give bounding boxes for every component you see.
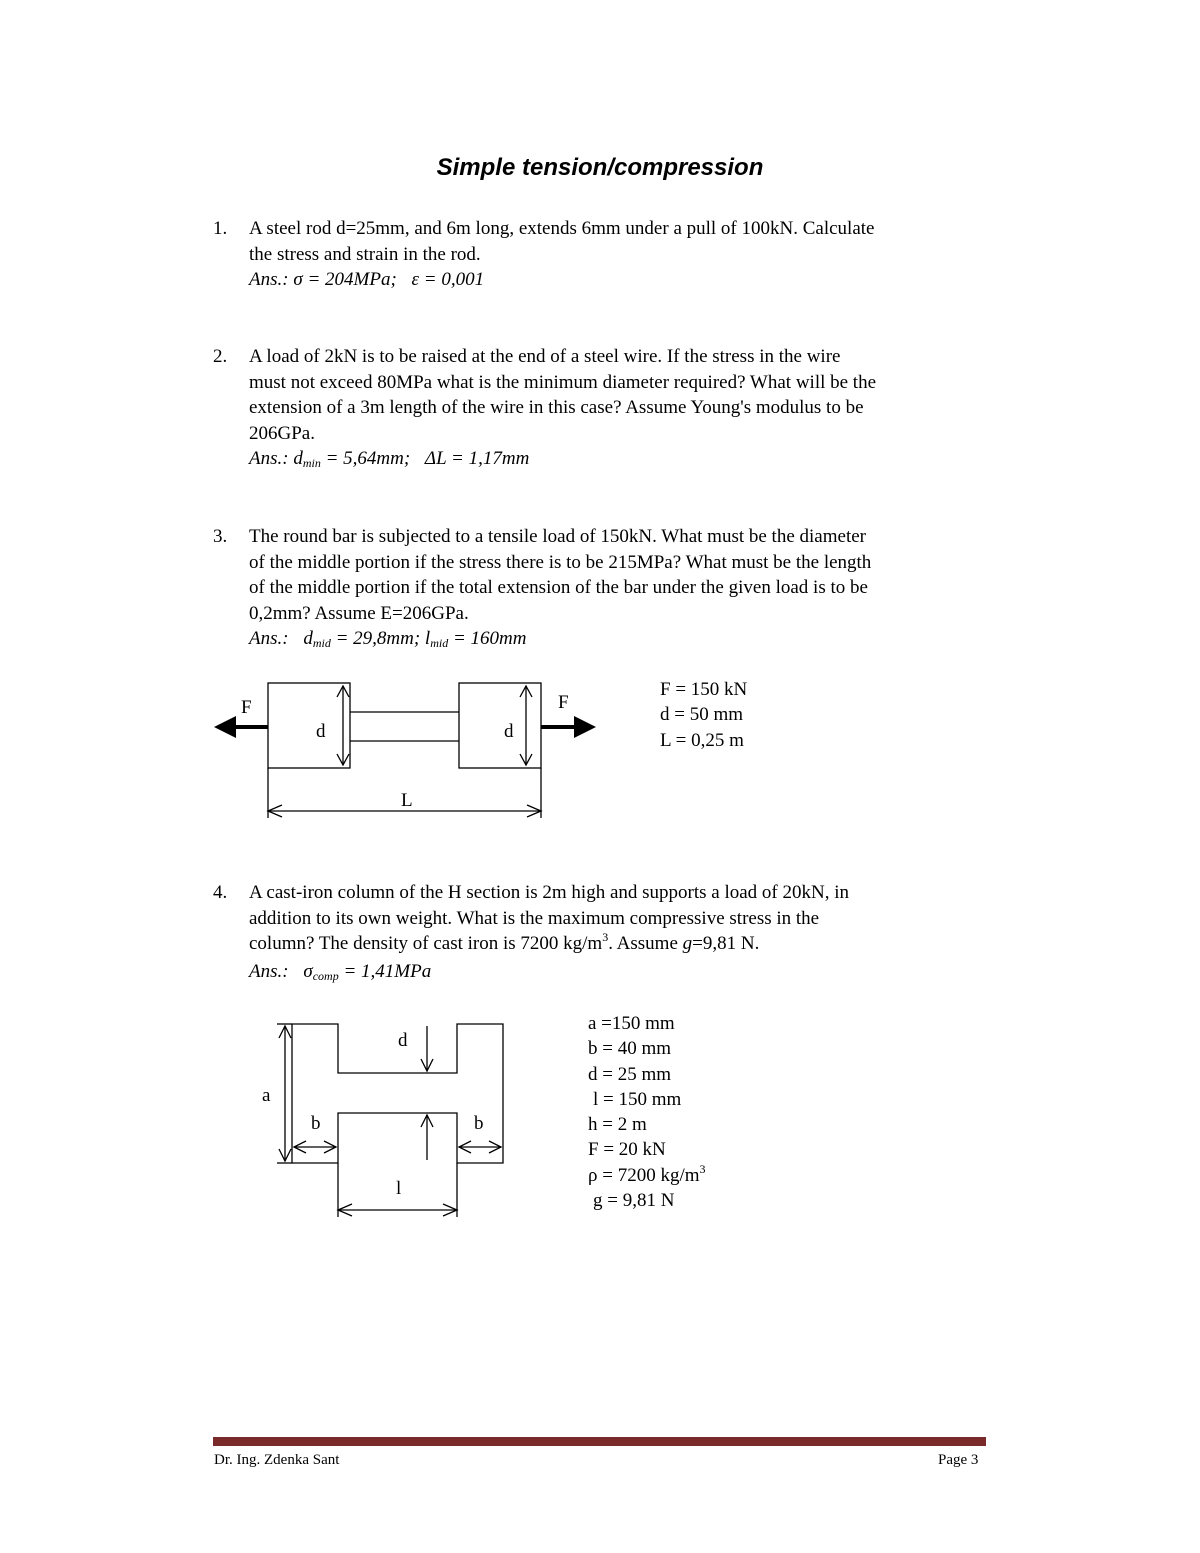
given-row: F = 20 kN xyxy=(588,1139,666,1161)
given-row: d = 50 mm xyxy=(660,704,744,726)
given-row: h = 2 m xyxy=(588,1114,647,1136)
given-row: a =150 mm xyxy=(588,1013,675,1034)
l-value: = 160mm xyxy=(452,628,527,649)
sigma-subscript: comp xyxy=(312,968,339,983)
d-symbol: d xyxy=(293,448,303,469)
problem-text-line: 0,2mm? Assume E=206GPa. xyxy=(249,602,469,624)
force-label-left: F xyxy=(241,697,252,718)
problem-text-line: A steel rod d=25mm, and 6m long, extends 6mm under a pull of 100kN. Calculate xyxy=(249,218,875,239)
delta-l-symbol: ΔL xyxy=(424,448,447,469)
given-row: L = 0,25 m xyxy=(660,729,744,751)
epsilon-value: = 0,001 xyxy=(423,269,485,290)
force-label-right: F xyxy=(558,692,569,713)
density-given: ρ = 7200 kg/m xyxy=(588,1164,700,1186)
dimension-label-d: d xyxy=(398,1030,408,1051)
sigma-symbol: σ xyxy=(293,269,303,290)
problem-number: 3. xyxy=(213,526,228,547)
dimension-label-l: l xyxy=(396,1178,402,1199)
diameter-label-right: d xyxy=(504,721,514,742)
answer-prefix: Ans.: xyxy=(249,448,289,469)
sigma-value: = 1,41MPa xyxy=(343,960,432,982)
problem-text-line: of the middle portion if the stress there is to be 215MPa? What must be the length xyxy=(249,551,872,573)
answer-prefix: Ans.: xyxy=(249,269,289,290)
sigma-value: = 204MPa; xyxy=(307,269,397,290)
d-value: = 29,8mm; xyxy=(335,628,421,649)
given-row: b = 40 mm xyxy=(588,1038,672,1060)
answer-prefix: Ans.: xyxy=(249,628,289,649)
cube-superscript: 3 xyxy=(699,1161,706,1176)
cube-superscript: 3 xyxy=(602,930,609,944)
dimension-label-b-right: b xyxy=(474,1113,484,1134)
problem-text-line: A load of 2kN is to be raised at the end of a steel wire. If the stress in the wire xyxy=(249,346,841,367)
given-row: d = 25 mm xyxy=(588,1063,672,1085)
footer-page-number: Page 3 xyxy=(938,1452,979,1468)
epsilon-symbol: ε xyxy=(411,269,420,290)
length-label: L xyxy=(401,790,413,811)
delta-l-value: = 1,17mm xyxy=(451,448,530,469)
d-subscript: mid xyxy=(312,636,331,650)
problem-text-line: the stress and strain in the rod. xyxy=(249,243,481,265)
given-values-4 xyxy=(588,1011,706,1213)
l-symbol: l xyxy=(424,628,431,649)
given-row xyxy=(588,1163,706,1188)
problem-text-line: of the middle portion if the total extension of the bar under the given load is to be xyxy=(249,577,868,598)
dimension-label-a: a xyxy=(262,1085,271,1106)
problem-text-line: A cast-iron column of the H section is 2m high and supports a load of 20kN, in xyxy=(249,882,849,903)
d-symbol: d xyxy=(303,628,313,649)
g-symbol: g xyxy=(682,933,693,954)
problem-text-line: addition to its own weight. What is the maximum compressive stress in the xyxy=(249,907,820,929)
assume-text: . Assume xyxy=(608,933,683,954)
sigma-symbol: σ xyxy=(303,960,313,982)
problem-text-line: The round bar is subjected to a tensile load of 150kN. What must be the diameter xyxy=(249,526,866,547)
density-text: column? The density of cast iron is 7200 kg/m xyxy=(249,933,603,954)
given-row: F = 150 kN xyxy=(660,679,748,700)
d-subscript: min xyxy=(302,456,321,470)
d-value: = 5,64mm; xyxy=(325,448,411,469)
given-row: l = 150 mm xyxy=(593,1088,682,1110)
answer-prefix: Ans.: xyxy=(249,960,289,982)
problem-text-line: extension of a 3m length of the wire in this case? Assume Young's modulus to be xyxy=(249,397,864,418)
problem-text-line: must not exceed 80MPa what is the minimum diameter required? What will be the xyxy=(249,371,877,393)
problem-number: 4. xyxy=(213,882,228,903)
problem-number: 1. xyxy=(213,218,228,239)
l-subscript: mid xyxy=(430,636,449,650)
footer-author: Dr. Ing. Zdenka Sant xyxy=(214,1452,340,1468)
problem-number: 2. xyxy=(213,346,228,367)
diameter-label-left: d xyxy=(316,721,326,742)
g-value-text: =9,81 N. xyxy=(692,933,760,954)
problem-text-line: 206GPa. xyxy=(249,422,315,444)
dimension-label-b-left: b xyxy=(311,1113,321,1134)
footer-rule xyxy=(213,1437,986,1446)
given-row: g = 9,81 N xyxy=(593,1190,675,1212)
page-title: Simple tension/compression xyxy=(436,154,764,181)
